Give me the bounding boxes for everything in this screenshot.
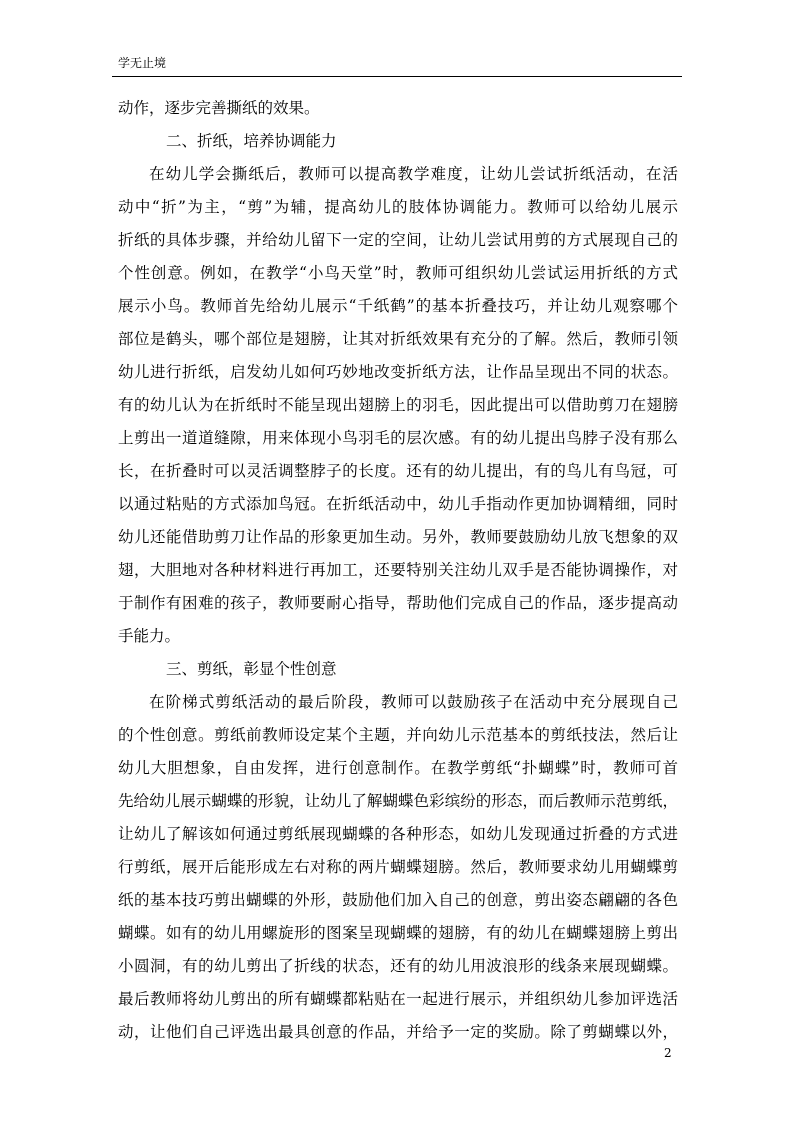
text-line: 翅，大胆地对各种材料进行再加工，还要特别关注幼儿双手是否能协调操作，对 [118,561,678,579]
text-line: 手能力。 [118,627,181,645]
text-line: 幼儿进行折纸，启发幼儿如何巧妙地改变折纸方法，让作品呈现出不同的状态。 [118,363,678,381]
text-line: 于制作有困难的孩子，教师要耐心指导，帮助他们完成自己的作品，逐步提高动 [118,594,678,612]
text-line: 在幼儿学会撕纸后，教师可以提高教学难度，让幼儿尝试折纸活动，在活 [149,165,678,183]
text-line: 蝴蝶。如有的幼儿用螺旋形的图案呈现蝴蝶的翅膀，有的幼儿在蝴蝶翅膀上剪出 [118,924,678,942]
text-line: 上剪出一道道缝隙，用来体现小鸟羽毛的层次感。有的幼儿提出鸟脖子没有那么 [118,429,678,447]
text-line: 个性创意。例如，在教学“小鸟天堂”时，教师可组织幼儿尝试运用折纸的方式 [118,264,678,282]
text-line: 长，在折叠时可以灵活调整脖子的长度。还有的幼儿提出，有的鸟儿有鸟冠，可 [118,462,678,480]
text-line: 动，让他们自己评选出最具创意的作品，并给予一定的奖励。除了剪蝴蝶以外， [118,1023,678,1041]
text-line: 动作，逐步完善撕纸的效果。 [118,99,320,117]
text-line: 在阶梯式剪纸活动的最后阶段，教师可以鼓励孩子在活动中充分展现自己 [149,693,678,711]
body-text [118,92,678,1049]
text-line: 的个性创意。剪纸前教师设定某个主题，并向幼儿示范基本的剪纸技法，然后让 [118,726,678,744]
text-line: 最后教师将幼儿剪出的所有蝴蝶都粘贴在一起进行展示，并组织幼儿参加评选活 [118,990,678,1008]
text-line: 让幼儿了解该如何通过剪纸展现蝴蝶的各种形态，如幼儿发现通过折叠的方式进 [118,825,678,843]
text-line: 先给幼儿展示蝴蝶的形貌，让幼儿了解蝴蝶色彩缤纷的形态，而后教师示范剪纸， [118,792,678,810]
page-header: 学无止境 [118,56,167,70]
text-line: 幼儿还能借助剪刀让作品的形象更加生动。另外，教师要鼓励幼儿放飞想象的双 [118,528,678,546]
text-line: 小圆洞，有的幼儿剪出了折线的状态，还有的幼儿用波浪形的线条来展现蝴蝶。 [118,957,678,975]
header-rule [112,76,682,77]
page-number: 2 [664,1046,672,1060]
text-line: 部位是鹤头，哪个部位是翅膀，让其对折纸效果有充分的了解。然后，教师引领 [118,330,678,348]
text-line: 折纸的具体步骤，并给幼儿留下一定的空间，让幼儿尝试用剪的方式展现自己的 [118,231,678,249]
text-line: 以通过粘贴的方式添加鸟冠。在折纸活动中，幼儿手指动作更加协调精细，同时 [118,495,678,513]
text-line: 纸的基本技巧剪出蝴蝶的外形，鼓励他们加入自己的创意，剪出姿态翩翩的各色 [118,891,678,909]
section-heading: 二、折纸，培养协调能力 [166,132,337,150]
section-heading: 三、剪纸，彰显个性创意 [166,660,337,678]
text-line: 幼儿大胆想象，自由发挥，进行创意制作。在教学剪纸“扑蝴蝶”时，教师可首 [118,759,678,777]
text-line: 有的幼儿认为在折纸时不能呈现出翅膀上的羽毛，因此提出可以借助剪刀在翅膀 [118,396,678,414]
text-line: 展示小鸟。教师首先给幼儿展示“千纸鹤”的基本折叠技巧，并让幼儿观察哪个 [118,297,678,315]
text-line: 行剪纸，展开后能形成左右对称的两片蝴蝶翅膀。然后，教师要求幼儿用蝴蝶剪 [118,858,678,876]
text-line: 动中“折”为主，“剪”为辅，提高幼儿的肢体协调能力。教师可以给幼儿展示 [118,198,678,216]
